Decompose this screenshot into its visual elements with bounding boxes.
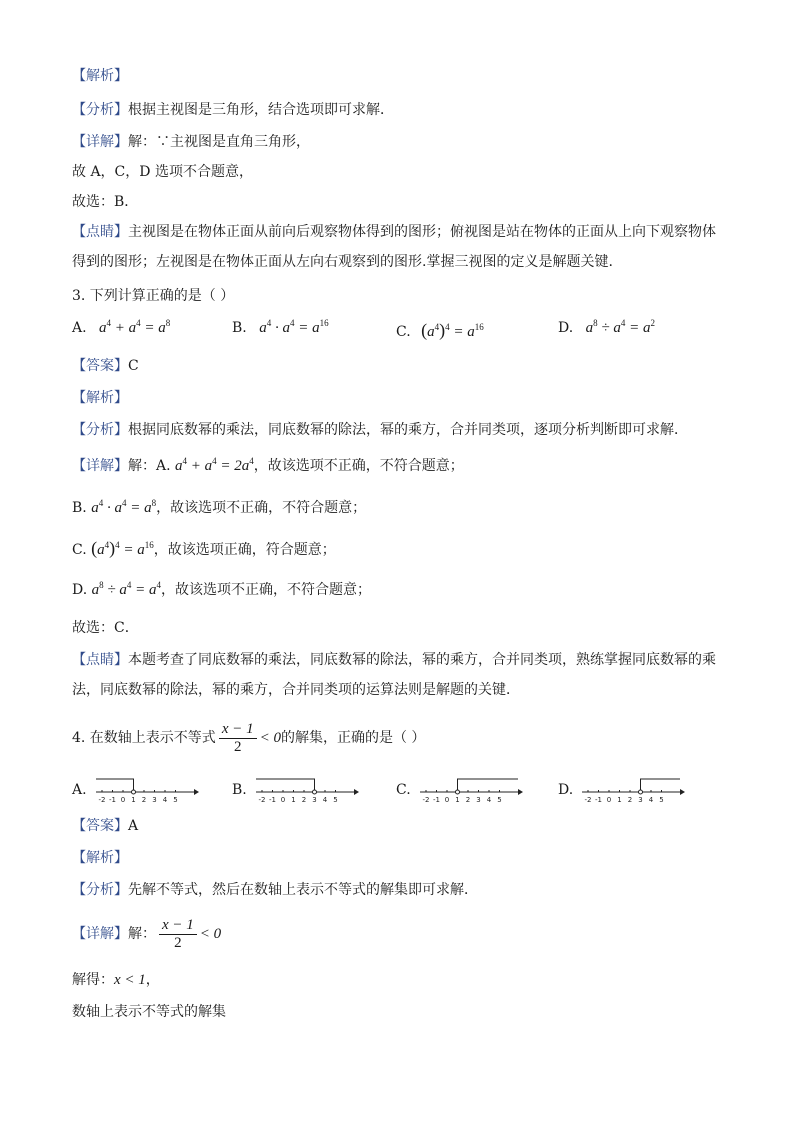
solution-bracket (256, 779, 315, 792)
q4-fenxi-tag: 【分析】 (72, 882, 128, 898)
q4-stem-prefix: 4. 在数轴上表示不等式 (72, 730, 216, 746)
q2-xiangjie-tag: 【详解】 (72, 134, 128, 150)
q4-stem-ineq: < 0 (259, 730, 281, 746)
number-line-tick-label: 4 (648, 796, 654, 804)
q3-answer-tag: 【答案】 (72, 358, 128, 374)
q4-option-a-numberline[interactable] (94, 770, 200, 806)
number-line-tick-label: 3 (152, 796, 157, 804)
q4-jiexi-heading: 【解析】 (72, 850, 128, 866)
number-line-tick-label: -2 (98, 796, 106, 804)
q2-fenxi-tag: 【分析】 (72, 102, 128, 118)
solution-bracket (641, 779, 681, 792)
number-line-tick-label: 5 (333, 796, 338, 804)
number-line-tick-label: -2 (258, 796, 266, 804)
q3-xiangjie-suffix: ，故该选项不正确，不符合题意； (253, 458, 464, 474)
q4-option-c-label[interactable]: C. (396, 782, 411, 798)
q2-line1: 故 A，C，D 选项不合题意， (72, 164, 253, 180)
q4-jiede-label: 解得： (72, 972, 114, 988)
q2-xiangjie-text: 解：∵主视图是直角三角形， (128, 134, 310, 150)
q3-option-a-label: A. (72, 320, 87, 336)
number-line-tick-label: -1 (433, 796, 440, 804)
q4-xiangjie-tag: 【详解】 (72, 926, 128, 942)
q3-dianjing-tag: 【点睛】 (72, 652, 128, 668)
q2-xiangjie (72, 132, 310, 152)
q4-stem (72, 720, 425, 756)
q3-option-c-label: C. (396, 324, 411, 340)
q4-jiede (72, 970, 160, 990)
q3-option-b-expr: $a^4 \cdot a^4 = a^{16}$ (259, 318, 329, 336)
q4-jiede-expr: x < 1 (114, 972, 146, 988)
q4-xiangjie (72, 916, 221, 952)
q4-option-d-numberline[interactable] (580, 770, 686, 806)
q4-answer-tag: 【答案】 (72, 818, 128, 834)
q3-fenxi-text: 根据同底数幂的乘法，同底数幂的除法，幂的乘方，合并同类项，逐项分析判断即可求解． (128, 422, 688, 438)
number-line-tick-label: 2 (141, 796, 147, 804)
q3-jiexi-heading: 【解析】 (72, 390, 128, 406)
number-line-tick-label: 1 (617, 796, 622, 804)
number-line-tick-label: 4 (486, 796, 492, 804)
q4-option-b-label[interactable]: B. (232, 782, 247, 798)
open-endpoint (456, 790, 460, 794)
number-line-tick-label: 0 (444, 796, 450, 804)
q4-xiangjie-text: 解： (128, 926, 156, 942)
number-line-tick-label: 5 (497, 796, 502, 804)
q3-b-suffix: ，故该选项不正确，不符合题意； (156, 500, 367, 516)
q3-dianjing (72, 650, 716, 670)
q3-option-d-label: D. (558, 320, 574, 336)
q4-option-c-numberline[interactable] (418, 770, 524, 806)
q4-frac-den: 2 (233, 738, 242, 755)
q4-option-a-label[interactable]: A. (72, 782, 87, 798)
q4-xiangjie-fraction (159, 917, 197, 952)
number-line-tick-label: 5 (173, 796, 178, 804)
open-endpoint (313, 790, 317, 794)
q3-option-b-label: B. (232, 320, 247, 336)
number-line-tick-label: 1 (131, 796, 136, 804)
q3-xiangjie-expr: $a^4 + a^4 = 2a^4$ (175, 456, 254, 474)
number-line-arrow (194, 789, 199, 795)
q3-xiangjie (72, 456, 464, 476)
q4-answer (72, 816, 138, 836)
number-line-tick-label: 3 (312, 796, 317, 804)
q3-option-d[interactable] (558, 320, 655, 337)
number-line-tick-label: 4 (322, 796, 328, 804)
number-line-tick-label: 3 (638, 796, 643, 804)
number-line-arrow (680, 789, 685, 795)
q4-option-b-numberline[interactable] (254, 770, 360, 806)
q4-frac-num: x − 1 (219, 721, 257, 739)
solution-bracket (458, 779, 519, 792)
q3-answer (72, 356, 139, 376)
number-line-arrow (354, 789, 359, 795)
q2-dianjing-text-2: 得到的图形；左视图是在物体正面从左向右观察到的图形.掌握三视图的定义是解题关键. (72, 254, 613, 270)
number-line-tick-label: 0 (606, 796, 612, 804)
number-line-tick-label: 2 (301, 796, 307, 804)
q3-c-line (72, 538, 336, 560)
q4-stem-fraction (219, 721, 257, 756)
number-line-tick-label: 3 (476, 796, 481, 804)
q4-fenxi-text: 先解不等式，然后在数轴上表示不等式的解集即可求解． (128, 882, 478, 898)
q3-option-a-expr: $a^4 + a^4 = a^8$ (99, 318, 171, 336)
q3-xiangjie-prefix: 解：A. (128, 458, 171, 474)
q2-dianjing-tag: 【点睛】 (72, 224, 128, 240)
number-line-tick-label: -1 (109, 796, 116, 804)
q4-last-line: 数轴上表示不等式的解集 (72, 1004, 226, 1020)
q4-fenxi (72, 880, 478, 900)
q4-xj-frac-num: x − 1 (159, 917, 197, 935)
q2-dianjing (72, 222, 716, 242)
q3-d-expr: $a^8 \div a^4 = a^4$ (91, 580, 161, 598)
q3-option-b[interactable] (232, 320, 329, 337)
q3-option-c[interactable] (396, 320, 484, 341)
number-line-tick-label: 1 (455, 796, 460, 804)
q4-jiede-suffix: ， (145, 972, 160, 988)
q3-answer-value: C (128, 358, 139, 374)
q3-dianjing-text-2: 法，同底数幂的除法，幂的乘方，合并同类项的运算法则是解题的关键． (72, 682, 520, 698)
q3-c-expr: $(a^4)^4 = a^{16}$ (91, 538, 154, 558)
q3-option-a[interactable] (72, 320, 170, 337)
number-line-tick-label: -2 (584, 796, 592, 804)
q4-answer-value: A (128, 818, 139, 834)
q3-xiangjie-tag: 【详解】 (72, 458, 128, 474)
q3-d-suffix: ，故该选项不正确，不符合题意； (161, 582, 371, 598)
q3-fenxi (72, 420, 688, 440)
number-line-arrow (518, 789, 523, 795)
q3-b-prefix: B. (72, 500, 87, 516)
q3-gu: 故选：C． (72, 620, 139, 636)
q3-stem: 3. 下列计算正确的是（ ） (72, 288, 235, 304)
number-line-tick-label: 4 (162, 796, 168, 804)
q3-d-prefix: D. (72, 582, 88, 598)
q3-option-d-expr: $a^8 \div a^4 = a^2$ (585, 318, 655, 336)
q2-fenxi-text: 根据主视图是三角形，结合选项即可求解． (128, 102, 394, 118)
q2-gu: 故选：B． (72, 194, 139, 210)
q3-c-prefix: C. (72, 542, 87, 558)
q3-d-line (72, 580, 371, 600)
q2-dianjing-text-1: 主视图是在物体正面从前向后观察物体得到的图形；俯视图是站在物体的正面从上向下观察物体 (128, 224, 716, 240)
number-line-tick-label: -1 (595, 796, 602, 804)
q2-jiexi-heading: 【解析】 (72, 68, 128, 84)
q2-fenxi (72, 100, 394, 120)
number-line-tick-label: -2 (422, 796, 430, 804)
number-line-tick-label: 2 (627, 796, 633, 804)
q4-xj-frac-den: 2 (174, 934, 182, 951)
q3-b-expr: $a^4 \cdot a^4 = a^8$ (91, 498, 157, 516)
q3-fenxi-tag: 【分析】 (72, 422, 128, 438)
number-line-tick-label: 5 (659, 796, 664, 804)
q3-dianjing-text-1: 本题考查了同底数幂的乘法，同底数幂的除法，幂的乘方，合并同类项，熟练掌握同底数幂的乘 (128, 652, 716, 668)
number-line-tick-label: 2 (465, 796, 471, 804)
q3-b-line (72, 498, 366, 518)
number-line-tick-label: 0 (120, 796, 126, 804)
number-line-tick-label: 0 (280, 796, 286, 804)
number-line-tick-label: -1 (269, 796, 276, 804)
number-line-tick-label: 1 (291, 796, 296, 804)
q4-option-d-label[interactable]: D. (558, 782, 574, 798)
q4-stem-suffix: 的解集，正确的是（ ） (280, 730, 426, 746)
open-endpoint (639, 790, 643, 794)
open-endpoint (132, 790, 136, 794)
q3-c-suffix: ，故该选项正确，符合题意； (153, 542, 336, 558)
q3-option-c-expr: $(a^4)^4 = a^{16}$ (421, 320, 484, 340)
q4-xiangjie-ineq: < 0 (199, 926, 222, 942)
